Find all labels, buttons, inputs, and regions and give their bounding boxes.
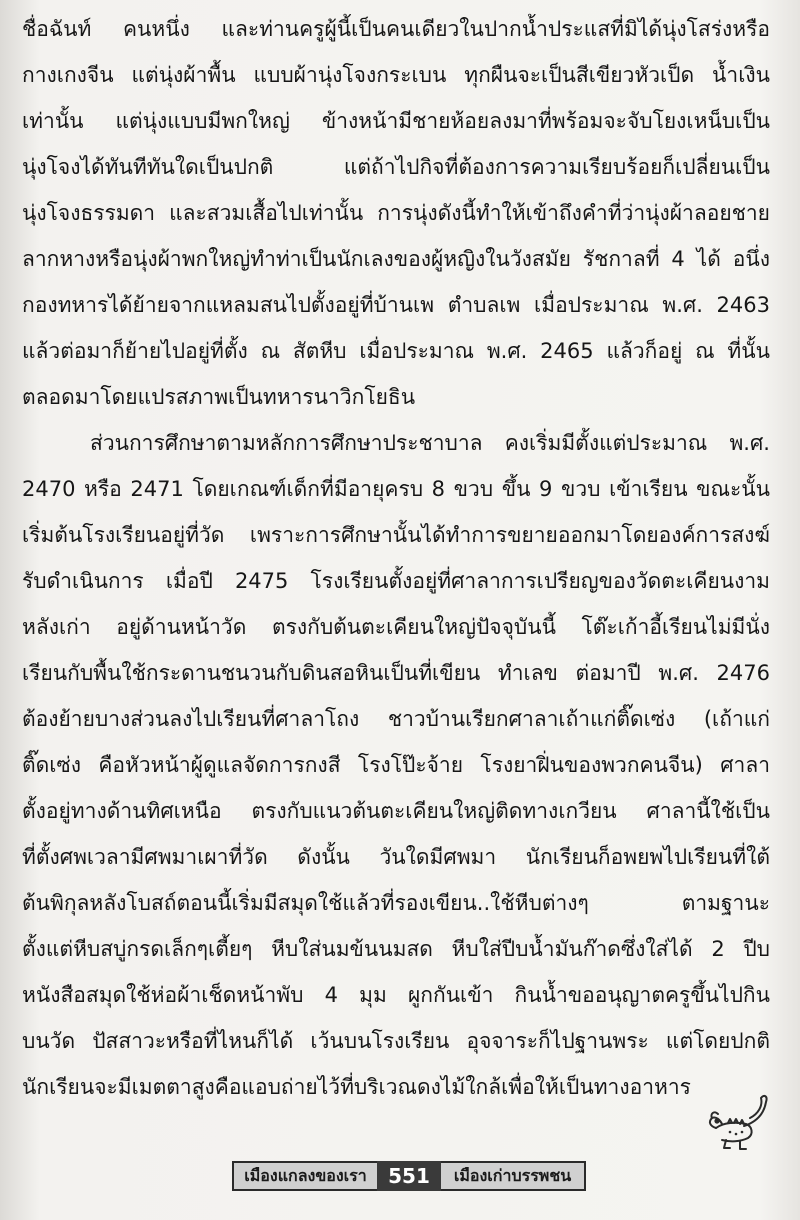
paragraph-end-line: นักเรียนจะมีเมตตาสูงคือแอบถ่ายไว้ที่บริเวณดงไม้ใกล้เพื่อให้เป็นทางอาหาร [22, 1075, 691, 1099]
text-line: เริ่มต้นโรงเรียนอยู่ที่วัด เพราะการศึกษานั้นได้ทำการขยายออกมาโดยองค์การสงฆ์ [22, 523, 770, 547]
text-line: กางเกงจีน แต่นุ่งผ้าพื้น แบบผ้านุ่งโจงกระเบน ทุกผืนจะเป็นสีเขียวหัวเป็ด น้ำเงิน [22, 63, 770, 87]
text-line: กองทหารได้ย้ายจากแหลมสนไปตั้งอยู่ที่บ้านเพ ตำบลเพ เมื่อประมาณ พ.ศ. 2463 [22, 293, 770, 317]
page-number: 551 [377, 1161, 441, 1191]
text-line: ลากหางหรือนุ่งผ้าพกใหญ่ทำท่าเป็นนักเลงของผู้หญิงในวังสมัย รัชกาลที่ 4 ได้ อนึ่ง [22, 247, 770, 271]
text-line: หลังเก่า อยู่ด้านหน้าวัด ตรงกับต้นตะเคียนใหญ่ปัจจุบันนี้ โต๊ะเก้าอี้เรียนไม่มีนั่ง [22, 615, 770, 639]
text-line: ชื่อฉันท์ คนหนึ่ง และท่านครูผู้นี้เป็นคนเดียวในปากน้ำประแสที่มิได้นุ่งโสร่งหรือ [22, 17, 770, 41]
text-line: รับดำเนินการ เมื่อปี 2475 โรงเรียนตั้งอยู่ที่ศาลาการเปรียญของวัดตะเคียนงาม [22, 569, 770, 593]
text-line: 2470 หรือ 2471 โดยเกณฑ์เด็กที่มีอายุครบ 8 ขวบ ขึ้น 9 ขวบ เข้าเรียน ขณะนั้น [22, 477, 770, 501]
text-line: ต้องย้ายบางส่วนลงไปเรียนที่ศาลาโถง ชาวบ้านเรียกศาลาเถ้าแก่ติ๊ดเซ่ง (เถ้าแก่ [22, 707, 770, 731]
paragraph-end-line: ตลอดมาโดยแปรสภาพเป็นทหารนาวิกโยธิน [22, 385, 416, 409]
crocodile-icon [706, 1092, 772, 1154]
text-line: ตั้งอยู่ทางด้านทิศเหนือ ตรงกับแนวต้นตะเคียนใหญ่ติดทางเกวียน ศาลานี้ใช้เป็น [22, 799, 770, 823]
footer-section-title: เมืองเก่าบรรพชน [441, 1161, 586, 1191]
text-line: หนังสือสมุดใช้ห่อผ้าเช็ดหน้าพับ 4 มุม ผูกกันเข้า กินน้ำขออนุญาตครูขึ้นไปกิน [22, 983, 770, 1007]
paragraph-start-line: ส่วนการศึกษาตามหลักการศึกษาประชาบาล คงเริ่มมีตั้งแต่ประมาณ พ.ศ. [90, 431, 770, 455]
text-line: ที่ตั้งศพเวลามีศพมาเผาที่วัด ดังนั้น วันใดมีศพมา นักเรียนก็อพยพไปเรียนที่ใต้ [22, 845, 770, 869]
text-line: เรียนกับพื้นใช้กระดานชนวนกับดินสอหินเป็นที่เขียน ทำเลข ต่อมาปี พ.ศ. 2476 [22, 661, 770, 685]
page-footer [232, 1161, 586, 1191]
footer-book-title: เมืองแกลงของเรา [232, 1161, 377, 1191]
text-line: บนวัด ปัสสาวะหรือที่ไหนก็ได้ เว้นบนโรงเรียน อุจจาระก็ไปฐานพระ แต่โดยปกติ [22, 1029, 770, 1053]
text-line: นุ่งโจงได้ทันทีทันใดเป็นปกติ แต่ถ้าไปกิจที่ต้องการความเรียบร้อยก็เปลี่ยนเป็น [22, 155, 770, 179]
body-text [22, 6, 770, 1110]
text-line: ตั้งแต่หีบสบู่กรดเล็กๆเตี้ยๆ หีบใส่นมข้นนมสด หีบใส่ปีบน้ำมันก๊าดซึ่งใส่ได้ 2 ปีบ [22, 937, 770, 961]
text-line: ติ๊ดเซ่ง คือหัวหน้าผู้ดูแลจัดการกงสี โรงโป๊ะจ้าย โรงยาฝิ่นของพวกคนจีน) ศาลา [22, 753, 770, 777]
text-line: แล้วต่อมาก็ย้ายไปอยู่ที่ตั้ง ณ สัตหีบ เมื่อประมาณ พ.ศ. 2465 แล้วก็อยู่ ณ ที่นั้น [22, 339, 770, 363]
text-line: เท่านั้น แต่นุ่งแบบมีพกใหญ่ ข้างหน้ามีชายห้อยลงมาที่พร้อมจะจับโยงเหน็บเป็น [22, 109, 770, 133]
text-line: ต้นพิกุลหลังโบสถ์ตอนนี้เริ่มมีสมุดใช้แล้วที่รองเขียน..ใช้หีบต่างๆ ตามฐานะ [22, 891, 770, 915]
text-line: นุ่งโจงธรรมดา และสวมเสื้อไปเท่านั้น การนุ่งดังนี้ทำให้เข้าถึงคำที่ว่านุ่งผ้าลอยชาย [22, 201, 770, 225]
